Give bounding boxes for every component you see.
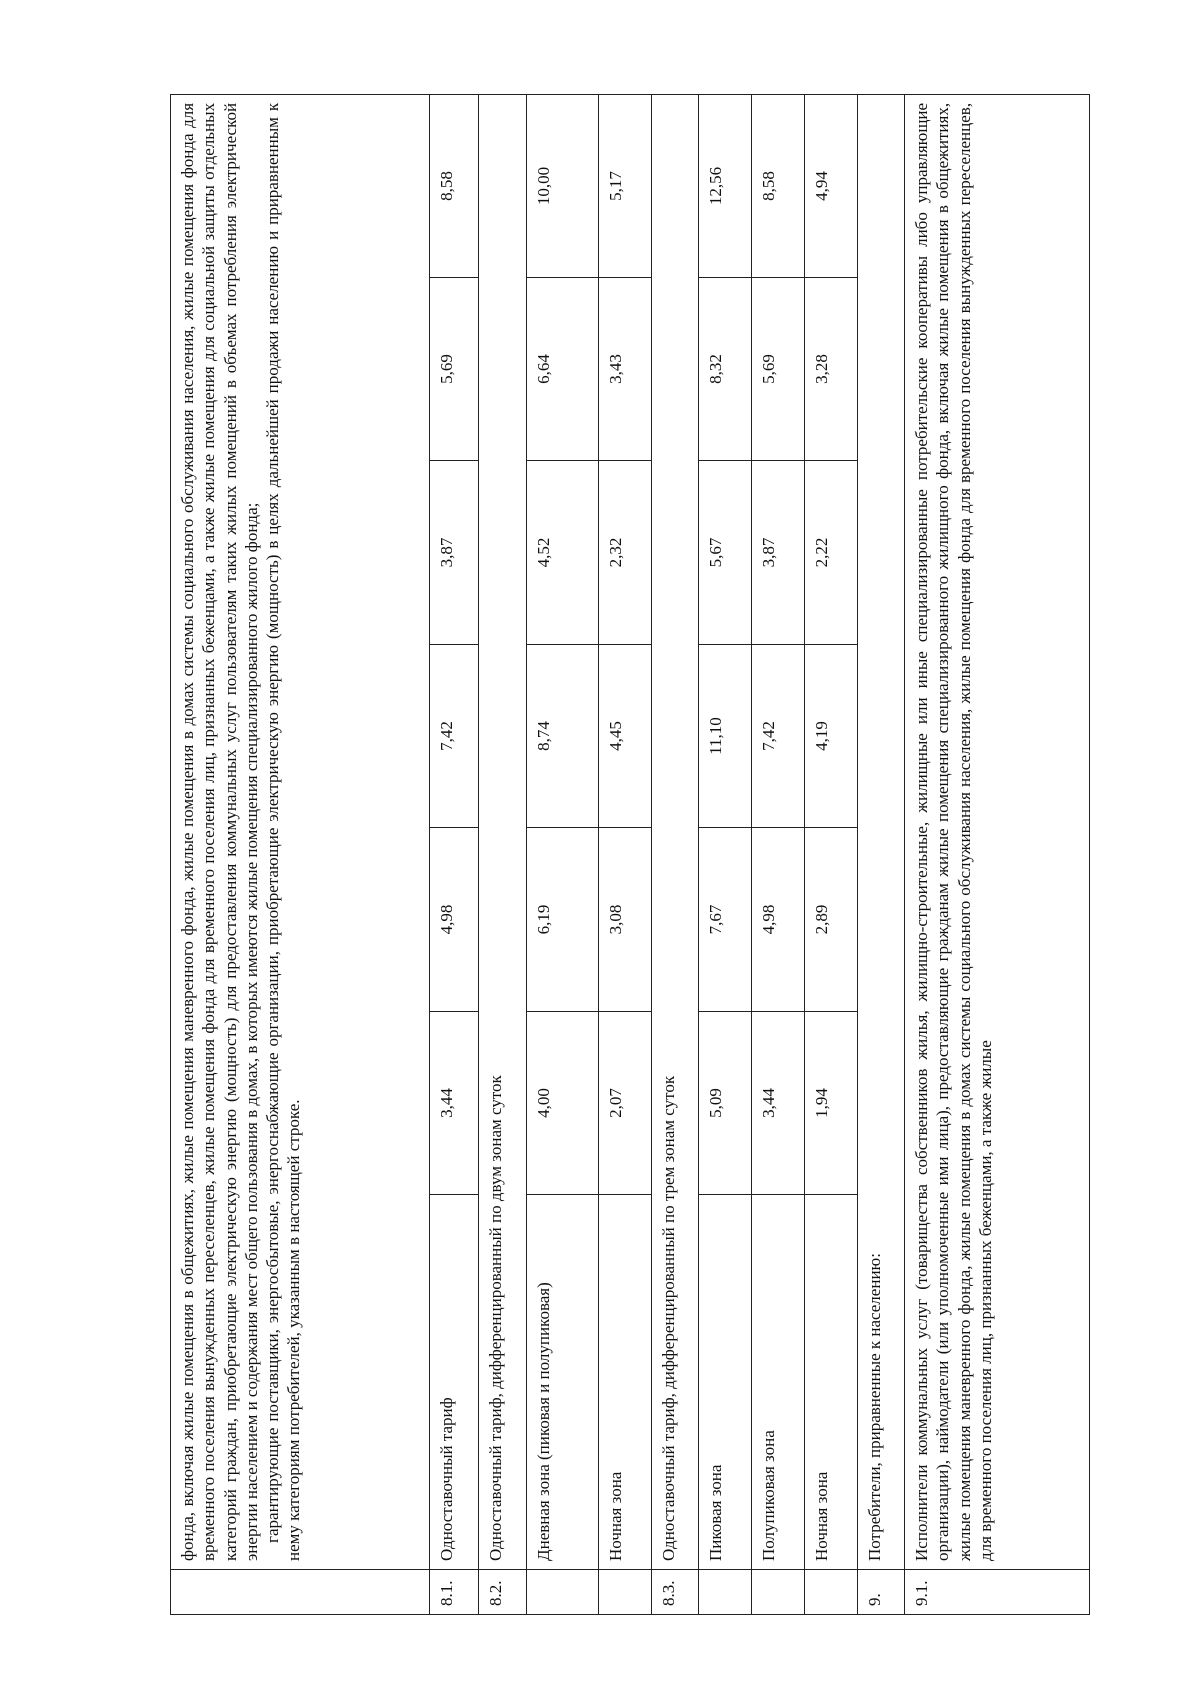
tariff-value: 5,17 [598, 94, 651, 277]
table-row [857, 94, 905, 1614]
intro-paragraph: фонда, включая жилые помещения в общежитиях, жилые помещения маневренного фонда, жилые помещения в домах системы социального обслуживания населения, жилые помещения фонда для временного поселения вынужденных переселенцев, жилые помещения фонда для временного поселения лиц, признанных беженцами, а также жилые помещения для социальной защиты отдельных категорий граждан, приобретающие электрическую энергию (мощность) для предоставления коммунальных услуг пользователям таких жилых помещений в объемах потребления электрической энергии населением и содержания мест общего пользования в домах, в которых имеются жилые помещения специализированного жилого фонда; [178, 102, 261, 1561]
tariff-value: 12,56 [699, 94, 752, 277]
row-number: 9.1. [905, 1570, 1090, 1615]
row-label: Пиковая зона [699, 1195, 752, 1570]
tariff-value: 3,87 [751, 461, 804, 645]
row-label: Одноставочный тариф [429, 1195, 479, 1570]
intro-paragraph: гарантирующие поставщики, энергосбытовые, энергоснабжающие организации, приобретающие электрическую энергию (мощность) в целях дальнейшей продажи населению и приравненным к нему категориям потребителей, указанным в настоящей строке. [263, 102, 304, 1561]
intro-text-cell [171, 94, 430, 1569]
tariff-value: 7,42 [751, 645, 804, 828]
table-row [479, 94, 527, 1614]
table-row [804, 94, 857, 1614]
tariff-value: 4,98 [429, 828, 479, 1012]
tariff-value: 8,58 [751, 94, 804, 277]
row-number: 8.2. [479, 1570, 527, 1615]
tariff-value: 8,58 [429, 94, 479, 277]
tariff-value: 4,19 [804, 645, 857, 828]
tariff-value: 6,19 [526, 828, 598, 1012]
tariff-value: 3,43 [598, 278, 651, 461]
tariff-value: 6,64 [526, 278, 598, 461]
consumer-description: Исполнители коммунальных услуг (товарищества собственников жилья, жилищно-строительные, жилищные или иные специализированные потребительские кооперативы либо управляющие организации), наймодатели (или уполномоченные ими лица), предоставляющие гражданам жилые помещения специализированного жилищного фонда, включая жилые помещения в общежитиях, жилые помещения маневренного фонда, жилые помещения в домах системы социального обслуживания населения, жилые помещения фонда для временного поселения вынужденных переселенцев, для временного поселения лиц, признанных беженцами, а также жилые [905, 94, 1090, 1569]
tariff-value: 4,94 [804, 94, 857, 277]
row-label: Ночная зона [804, 1195, 857, 1570]
row-number [751, 1570, 804, 1615]
row-number [699, 1570, 752, 1615]
row-number [598, 1570, 651, 1615]
tariff-value: 4,98 [751, 828, 804, 1012]
tariff-table [170, 94, 1090, 1615]
tariff-value: 4,00 [526, 1012, 598, 1195]
table-row [598, 94, 651, 1614]
tariff-value: 8,74 [526, 645, 598, 828]
row-number [804, 1570, 857, 1615]
tariff-value: 3,08 [598, 828, 651, 1012]
table-row [751, 94, 804, 1614]
tariff-value: 1,94 [804, 1012, 857, 1195]
tariff-value: 5,69 [429, 278, 479, 461]
tariff-value: 10,00 [526, 94, 598, 277]
row-label: Дневная зона (пиковая и полупиковая) [526, 1195, 598, 1570]
tariff-value: 5,09 [699, 1012, 752, 1195]
tariff-value: 7,42 [429, 645, 479, 828]
table-row [526, 94, 598, 1614]
row-label: Ночная зона [598, 1195, 651, 1570]
tariff-value: 3,28 [804, 278, 857, 461]
table-row [699, 94, 752, 1614]
table-row [651, 94, 699, 1614]
row-number [526, 1570, 598, 1615]
tariff-value: 3,87 [429, 461, 479, 645]
tariff-value: 4,45 [598, 645, 651, 828]
rotated-table-wrapper [170, 95, 1090, 1615]
tariff-value: 5,67 [699, 461, 752, 645]
tariff-value: 7,67 [699, 828, 752, 1012]
row-number: 8.1. [429, 1570, 479, 1615]
tariff-value: 3,44 [751, 1012, 804, 1195]
row-number: 9. [857, 1570, 905, 1615]
tariff-value: 2,89 [804, 828, 857, 1012]
tariff-value: 2,32 [598, 461, 651, 645]
tariff-value: 2,07 [598, 1012, 651, 1195]
row-number: 8.3. [651, 1570, 699, 1615]
row-label: Полупиковая зона [751, 1195, 804, 1570]
table-row [905, 94, 1090, 1614]
table-row [429, 94, 479, 1614]
tariff-value: 5,69 [751, 278, 804, 461]
section-heading: Одноставочный тариф, дифференцированный по двум зонам суток [479, 94, 527, 1569]
tariff-value: 4,52 [526, 461, 598, 645]
tariff-value: 11,10 [699, 645, 752, 828]
section-heading: Одноставочный тариф, дифференцированный по трем зонам суток [651, 94, 699, 1569]
tariff-value: 3,44 [429, 1012, 479, 1195]
tariff-value: 8,32 [699, 278, 752, 461]
tariff-value: 2,22 [804, 461, 857, 645]
table-row-intro [171, 94, 430, 1614]
section-heading: Потребители, приравненные к населению: [857, 94, 905, 1569]
row-number [171, 1570, 430, 1615]
